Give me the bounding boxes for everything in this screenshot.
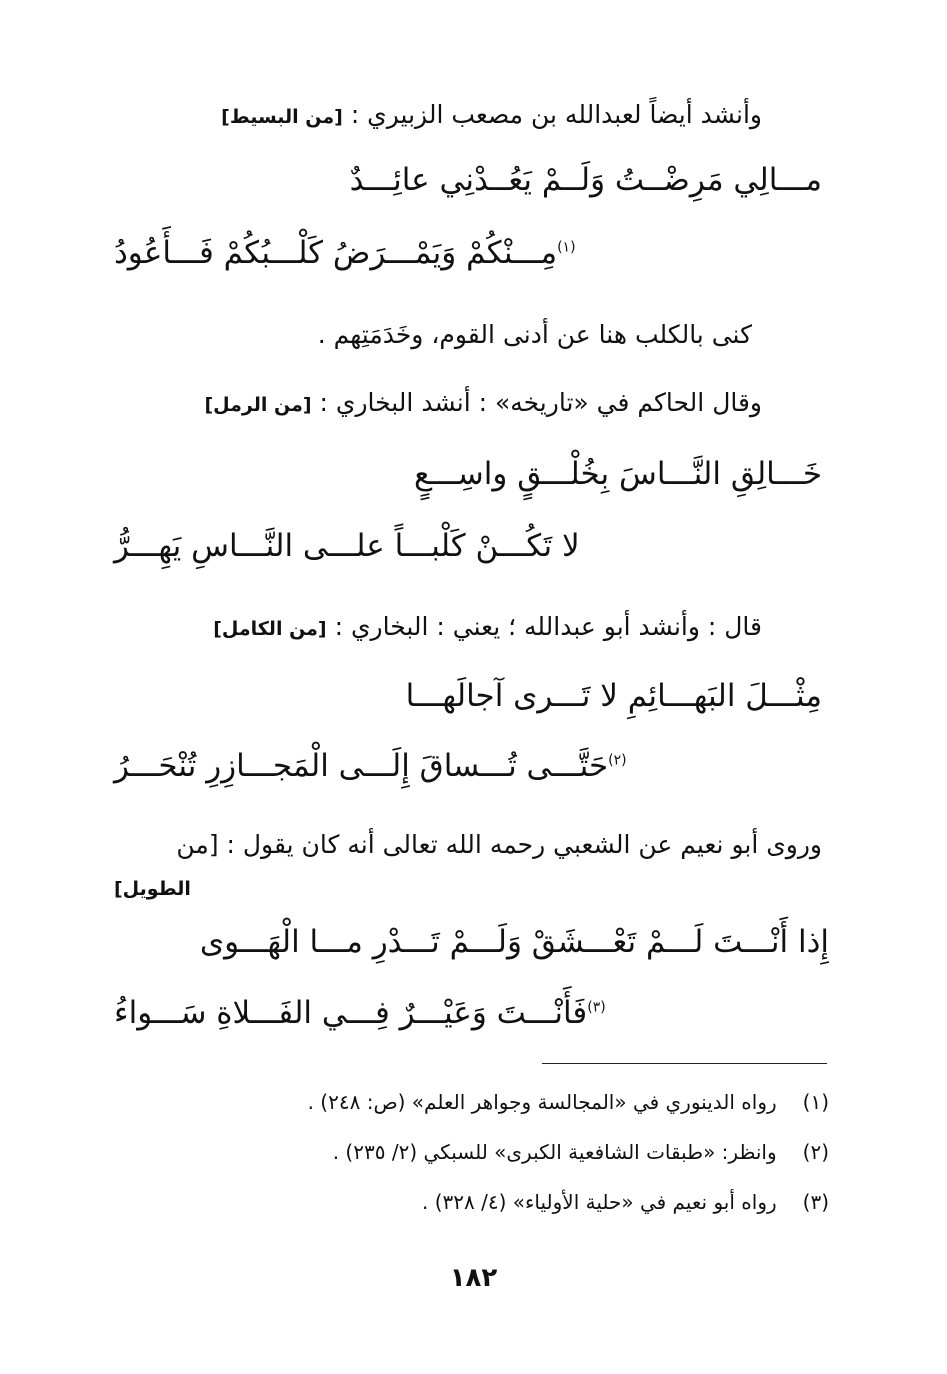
verse-4-second-hemistich xyxy=(114,995,606,1031)
verse-text: فَأَنْـــتَ وَعَيْـــرٌ فِـــي الفَـــلاةِ سَـــواءُ xyxy=(114,995,588,1031)
verse-1-second-hemistich xyxy=(114,235,576,271)
footnote-text: رواه الدينوري في «المجالسة وجواهر العلم» (ص: ٢٤٨) . xyxy=(307,1090,777,1114)
meter-label: [من الكامل] xyxy=(213,618,327,640)
footnote-separator xyxy=(542,1063,827,1064)
footnote-marker: (٢) xyxy=(608,752,627,769)
verse-1-first-hemistich: مـــالِي مَرِضْــتُ وَلَــمْ يَعُــدْنِي عائِـــدٌ xyxy=(349,162,822,198)
verse-2-first-hemistich: خَـــالِقِ النَّـــاسَ بِخُلْـــقٍ واسِـــعٍ xyxy=(414,456,822,492)
intro-line-1 xyxy=(221,100,762,129)
verse-3-first-hemistich: مِثْـــلَ البَهـــائِمِ لا تَـــرى آجالَهـــا xyxy=(405,678,822,714)
comment-line: كنى بالكلب هنا عن أدنى القوم، وخَدَمَتِهم . xyxy=(317,320,752,349)
footnote-marker: (٣) xyxy=(587,999,606,1016)
footnote-3 xyxy=(422,1190,829,1214)
intro-text: وأنشد أيضاً لعبدالله بن مصعب الزبيري : xyxy=(350,100,762,129)
verse-text: حَتَّـــى تُـــساقَ إِلَـــى الْمَجـــازِرِ تُنْحَـــرُ xyxy=(114,748,609,784)
footnote-marker: (١) xyxy=(557,239,576,256)
intro-line-3 xyxy=(213,612,762,641)
verse-2-second-hemistich: لا تَكُـــنْ كَلْبـــاً علـــى النَّـــاسِ يَهِـــرُّ xyxy=(114,528,580,564)
footnote-number: (٢) xyxy=(802,1140,829,1164)
meter-label-continued: الطويل] xyxy=(114,878,191,900)
intro-line-4: وروى أبو نعيم عن الشعبي رحمه الله تعالى أنه كان يقول : [من xyxy=(176,830,822,859)
footnote-2 xyxy=(333,1140,829,1164)
intro-text: قال : وأنشد أبو عبدالله ؛ يعني : البخاري : xyxy=(334,612,762,641)
meter-label: [من البسيط] xyxy=(221,106,343,128)
footnote-1 xyxy=(308,1090,829,1114)
verse-4-first-hemistich: إِذا أَنْـــتَ لَـــمْ تَعْـــشَقْ وَلَـــمْ تَـــدْرِ مـــا الْهَـــوى xyxy=(199,924,829,960)
footnote-text: رواه أبو نعيم في «حلية الأولياء» (٤/ ٣٢٨) . xyxy=(422,1190,777,1214)
intro-text: وقال الحاكم في «تاريخه» : أنشد البخاري : xyxy=(319,388,762,417)
verse-text: مِـــنْكُمْ وَيَمْـــرَضُ كَلْـــبُكُمْ فَـــأَعُودُ xyxy=(114,235,558,271)
footnote-number: (١) xyxy=(802,1090,829,1114)
footnote-text: وانظر: «طبقات الشافعية الكبرى» للسبكي (٢/ ٢٣٥) . xyxy=(332,1140,777,1164)
intro-line-2 xyxy=(205,388,763,417)
footnote-number: (٣) xyxy=(802,1190,829,1214)
page-number: ١٨٢ xyxy=(449,1263,498,1293)
meter-label: [من الرمل] xyxy=(204,394,312,416)
verse-3-second-hemistich xyxy=(114,748,627,784)
